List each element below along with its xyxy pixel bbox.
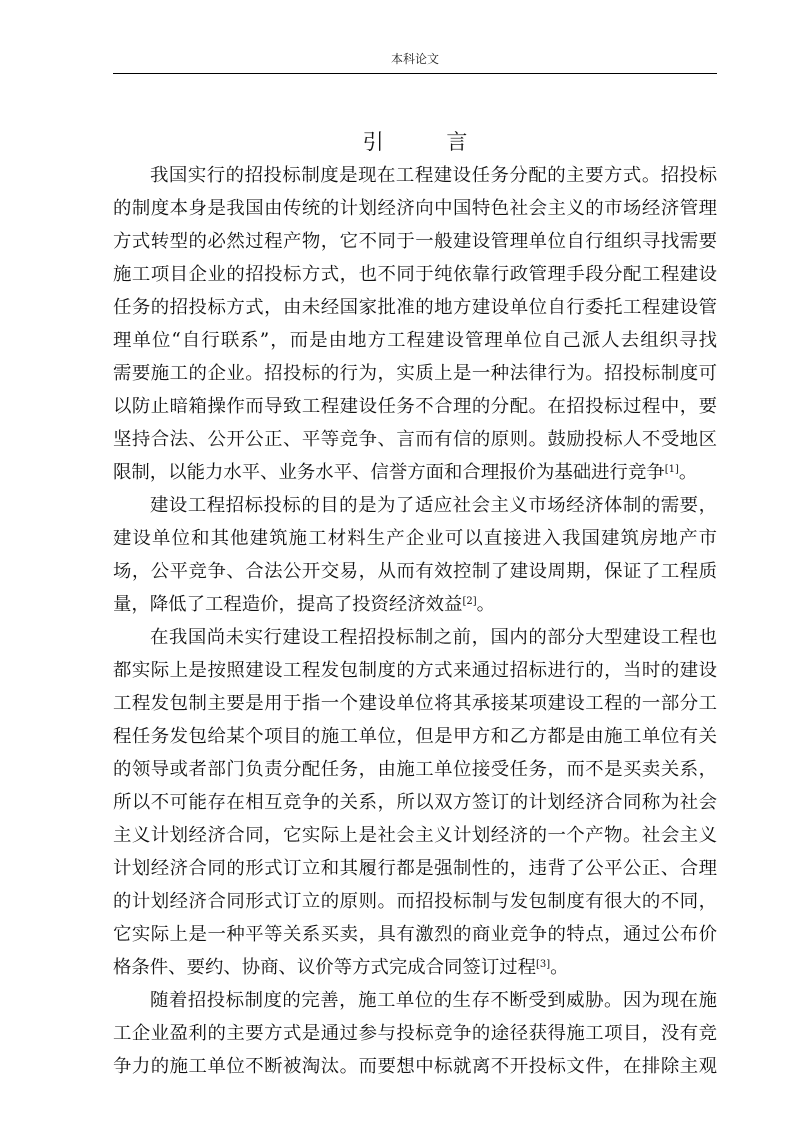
line-text: 主义计划经济合同，它实际上是社会主义计划经济的一个产物。社会主义 (113, 825, 717, 846)
paragraph (113, 621, 717, 984)
text-line (113, 687, 717, 720)
header-rule (113, 73, 717, 74)
section-title: 引 言 (362, 130, 496, 154)
line-text: 的领导或者部门负责分配任务，由施工单位接受任务，而不是买卖关系， (113, 759, 717, 780)
line-text: 我国实行的招投标制度是现在工程建设任务分配的主要方式。招投标 (150, 165, 717, 186)
text-line (113, 159, 717, 192)
citation-marker: [1] (664, 464, 679, 475)
line-text: 计划经济合同的形式订立和其履行都是强制性的，违背了公平公正、合理 (113, 858, 717, 879)
line-text: 它实际上是一种平等关系买卖，具有激烈的商业竞争的特点，通过公布价 (113, 924, 717, 945)
line-text: 方式转型的必然过程产物，它不同于一般建设管理单位自行组织寻找需要 (113, 231, 717, 252)
text-line (113, 324, 717, 357)
text-line (113, 621, 717, 654)
line-text: 的制度本身是我国由传统的计划经济向中国特色社会主义的市场经济管理 (113, 198, 717, 219)
text-line (113, 390, 717, 423)
text-line (113, 720, 717, 753)
line-text: 任务的招投标方式，由未经国家批准的地方建设单位自行委托工程建设管 (113, 297, 717, 318)
line-text: 程任务发包给某个项目的施工单位，但是甲方和乙方都是由施工单位有关 (113, 726, 717, 747)
text-line (113, 423, 717, 456)
line-text: 建设单位和其他建筑施工材料生产企业可以直接进入我国建筑房地产市 (113, 528, 717, 549)
text-line (113, 885, 717, 918)
line-text: 都实际上是按照建设工程发包制度的方式来通过招标进行的，当时的建设 (113, 660, 717, 681)
text-line (113, 951, 717, 984)
text-line (113, 489, 717, 522)
line-text: 场，公平竞争、合法公开交易，从而有效控制了建设周期，保证了工程质 (113, 561, 717, 582)
paragraph (113, 984, 717, 1083)
line-text: 理单位“自行联系”，而是由地方工程建设管理单位自己派人去组织寻找 (113, 330, 717, 351)
line-text: 限制，以能力水平、业务水平、信誉方面和合理报价为基础进行竞争 (113, 462, 665, 483)
text-line (113, 1017, 717, 1050)
text-line (113, 786, 717, 819)
text-line (113, 357, 717, 390)
line-text: 量，降低了工程造价，提高了投资经济效益 (113, 594, 463, 615)
text-line (113, 588, 717, 621)
line-text: 工程发包制主要是用于指一个建设单位将其承接某项建设工程的一部分工 (113, 693, 717, 714)
text-line (113, 819, 717, 852)
text-line (113, 258, 717, 291)
text-line (113, 753, 717, 786)
line-text: 坚持合法、公开公正、平等竞争、言而有信的原则。鼓励投标人不受地区 (113, 429, 717, 450)
citation-marker: [3] (536, 959, 551, 970)
running-header: 本科论文 (390, 52, 439, 66)
sentence-end: 。 (678, 462, 698, 483)
text-line (113, 918, 717, 951)
text-line (113, 555, 717, 588)
text-line (113, 192, 717, 225)
sentence-end: 。 (476, 594, 496, 615)
line-text: 以防止暗箱操作而导致工程建设任务不合理的分配。在招投标过程中，要 (113, 396, 717, 417)
text-line (113, 852, 717, 885)
text-line (113, 291, 717, 324)
line-text: 在我国尚未实行建设工程招投标制之前，国内的部分大型建设工程也 (150, 627, 717, 648)
line-text: 争力的施工单位不断被淘汰。而要想中标就离不开投标文件，在排除主观 (113, 1056, 717, 1077)
body-text (113, 159, 717, 1083)
line-text: 建设工程招标投标的目的是为了适应社会主义市场经济体制的需要， (150, 495, 717, 516)
line-text: 的计划经济合同形式订立的原则。而招投标制与发包制度有很大的不同， (113, 891, 717, 912)
line-text: 所以不可能存在相互竞争的关系，所以双方签订的计划经济合同称为社会 (113, 792, 717, 813)
text-line (113, 456, 717, 489)
text-line (113, 225, 717, 258)
text-line (113, 984, 717, 1017)
paragraph (113, 159, 717, 489)
text-line (113, 1050, 717, 1083)
line-text: 需要施工的企业。招投标的行为，实质上是一种法律行为。招投标制度可 (113, 363, 717, 384)
paragraph (113, 489, 717, 621)
citation-marker: [2] (462, 596, 477, 607)
line-text: 格条件、要约、协商、议价等方式完成合同签订过程 (113, 957, 536, 978)
sentence-end: 。 (550, 957, 569, 978)
line-text: 施工项目企业的招投标方式，也不同于纯依靠行政管理手段分配工程建设 (113, 264, 717, 285)
text-line (113, 522, 717, 555)
line-text: 随着招投标制度的完善，施工单位的生存不断受到威胁。因为现在施 (150, 990, 717, 1011)
line-text: 工企业盈利的主要方式是通过参与投标竞争的途径获得施工项目，没有竞 (113, 1023, 717, 1044)
text-line (113, 654, 717, 687)
